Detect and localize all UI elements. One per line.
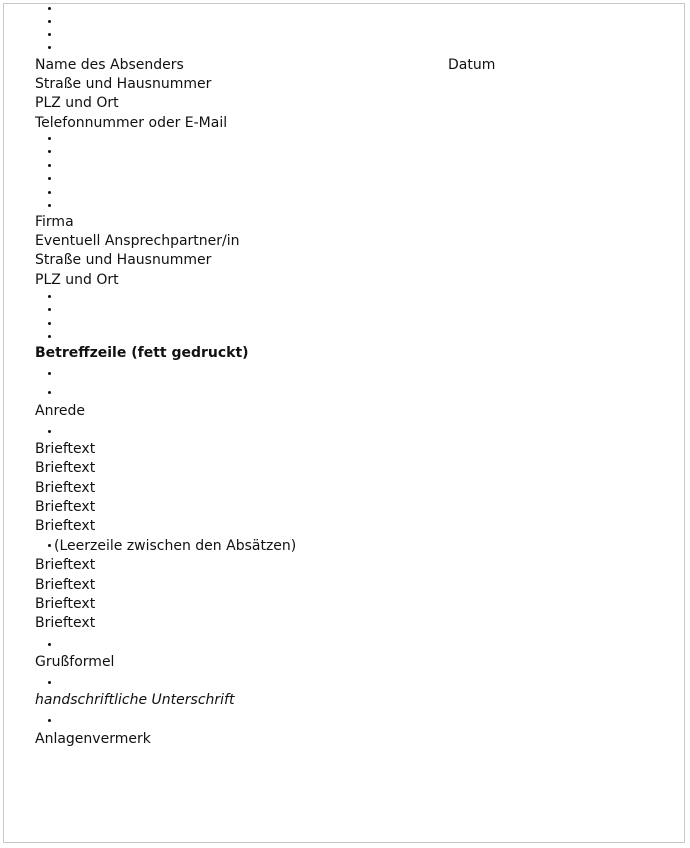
spacer-dot [48,681,51,684]
spacer-dot [48,643,51,646]
recipient-street: Straße und Hausnummer [35,252,212,268]
recipient-city: PLZ und Ort [35,272,119,288]
spacer-dot [48,177,51,180]
body-line: Brieftext [35,615,96,631]
body-line: Brieftext [35,557,96,573]
body-line: Brieftext [35,577,96,593]
body-line: Brieftext [35,460,96,476]
spacer-dot [48,137,51,140]
spacer-dot [48,150,51,153]
sender-contact: Telefonnummer oder E-Mail [35,115,228,131]
spacer-dot [48,391,51,394]
closing: Grußformel [35,654,115,670]
spacer-dot [48,204,51,207]
blank-line-note: (Leerzeile zwischen den Absätzen) [54,538,297,554]
sender-city: PLZ und Ort [35,95,119,111]
recipient-contact-person: Eventuell Ansprechpartner/in [35,233,240,249]
spacer-dot [48,295,51,298]
spacer-dot [48,372,51,375]
body-line: Brieftext [35,596,96,612]
body-line: Brieftext [35,518,96,534]
spacer-dot [48,430,51,433]
spacer-dot [48,308,51,311]
salutation: Anrede [35,403,86,419]
subject-line: Betreffzeile (fett gedruckt) [35,345,249,361]
recipient-company: Firma [35,214,74,230]
spacer-dot [48,7,51,10]
bullet-icon [48,544,51,547]
enclosure-note: Anlagenvermerk [35,731,151,747]
spacer-dot [48,322,51,325]
spacer-dot [48,46,51,49]
blank-line-note-row [35,538,296,554]
spacer-dot [48,33,51,36]
spacer-dot [48,719,51,722]
signature: handschriftliche Unterschrift [35,692,235,708]
spacer-dot [48,335,51,338]
spacer-dot [48,164,51,167]
date-label: Datum [448,57,496,73]
sender-street: Straße und Hausnummer [35,76,212,92]
sender-name: Name des Absenders [35,57,184,73]
body-line: Brieftext [35,480,96,496]
spacer-dot [48,191,51,194]
spacer-dot [48,20,51,23]
body-line: Brieftext [35,499,96,515]
body-line: Brieftext [35,441,96,457]
